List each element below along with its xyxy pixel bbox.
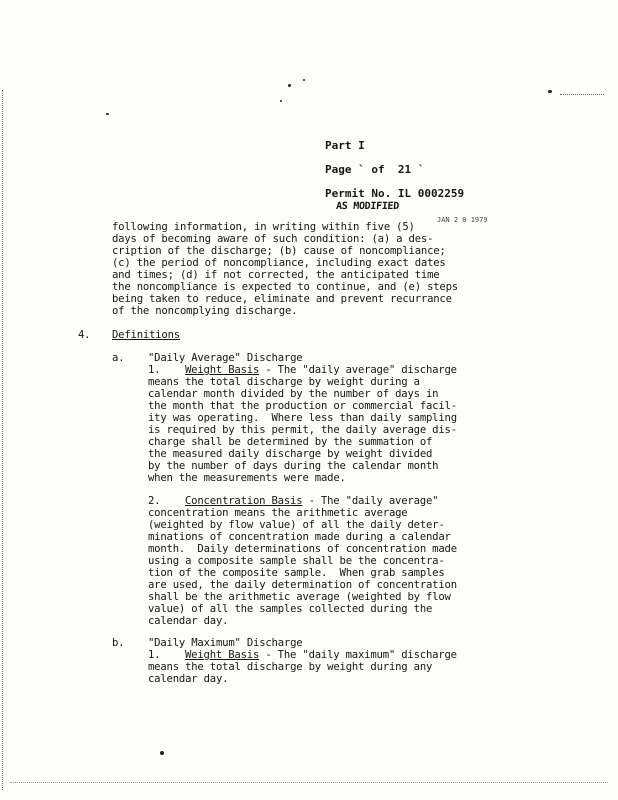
page-number-label: Page ` of 21 ` — [325, 163, 425, 176]
intro-line: the noncompliance is expected to continue, and (e) steps — [112, 281, 458, 293]
stamp-date: JAN 2 0 1979 — [437, 216, 488, 224]
item-line: when the measurements were made. — [148, 472, 346, 484]
item-first-rest: - The "daily maximum" discharge — [259, 649, 457, 661]
section-title: Definitions — [112, 329, 180, 341]
item-line: shall be the arithmetic average (weighted by flow — [148, 591, 451, 603]
item-line: ity was operating. Where less than daily sampling — [148, 412, 457, 424]
subsection-letter: a. — [112, 352, 125, 364]
subsection-title: "Daily Average" Discharge — [148, 352, 303, 364]
item-line: using a composite sample shall be the concentra- — [148, 555, 445, 567]
as-modified-stamp: AS MODIFIED — [335, 201, 400, 212]
item-line: tion of the composite sample. When grab samples — [148, 567, 445, 579]
item-line: (weighted by flow value) of all the daily deter- — [148, 519, 445, 531]
scan-speck — [106, 113, 109, 115]
intro-line: cription of the discharge; (b) cause of noncompliance; — [112, 245, 446, 257]
part-label: Part I — [325, 139, 365, 152]
item-line: calendar month divided by the number of days in — [148, 388, 439, 400]
item-first-line — [185, 650, 457, 661]
intro-line: of the noncomplying discharge. — [112, 305, 298, 317]
section-number: 4. — [78, 329, 91, 341]
item-number: 1. — [148, 364, 161, 376]
permit-number-label: Permit No. IL 0002259 — [325, 187, 465, 200]
item-line: by the number of days during the calendar month — [148, 460, 439, 472]
scan-speck — [280, 100, 282, 102]
item-heading: Weight Basis — [185, 649, 260, 661]
scan-speck — [548, 90, 552, 93]
item-line: are used, the daily determination of concentration — [148, 579, 457, 591]
item-number: 2. — [148, 495, 161, 507]
scan-speck — [288, 84, 291, 87]
scan-speck — [303, 79, 305, 81]
intro-line: and times; (d) if not corrected, the anticipated time — [112, 269, 440, 281]
item-line: means the total discharge by weight during any — [148, 661, 433, 673]
scan-speck — [160, 751, 164, 755]
item-line: concentration means the arithmetic average — [148, 507, 408, 519]
scan-bottom-noise — [10, 782, 608, 793]
item-line: calendar day. — [148, 673, 229, 685]
intro-line: (c) the period of noncompliance, including exact dates — [112, 257, 446, 269]
item-line: is required by this permit, the daily average dis- — [148, 424, 457, 436]
intro-line: following information, in writing within five (5) — [112, 221, 415, 233]
item-line: the month that the production or commercial facil- — [148, 400, 457, 412]
scan-left-edge — [2, 90, 6, 790]
intro-line: being taken to reduce, eliminate and prevent recurrance — [112, 293, 452, 305]
intro-line: days of becoming aware of such condition: (a) a des- — [112, 233, 434, 245]
item-line: the measured daily discharge by weight divided — [148, 448, 433, 460]
item-line: value) of all the samples collected during the — [148, 603, 433, 615]
item-first-line — [185, 365, 457, 376]
item-heading: Concentration Basis — [185, 495, 303, 507]
item-line: minations of concentration made during a calendar — [148, 531, 451, 543]
item-line: calendar day. — [148, 615, 229, 627]
item-first-rest: - The "daily average" discharge — [259, 364, 457, 376]
item-line: month. Daily determinations of concentration made — [148, 543, 457, 555]
item-first-line — [185, 496, 438, 507]
item-heading: Weight Basis — [185, 364, 260, 376]
subsection-title: "Daily Maximum" Discharge — [148, 637, 303, 649]
scan-corner-mark — [560, 82, 604, 95]
item-line: charge shall be determined by the summation of — [148, 436, 433, 448]
subsection-letter: b. — [112, 637, 125, 649]
item-line: means the total discharge by weight during a — [148, 376, 420, 388]
item-number: 1. — [148, 649, 161, 661]
item-first-rest: - The "daily average" — [302, 495, 439, 507]
